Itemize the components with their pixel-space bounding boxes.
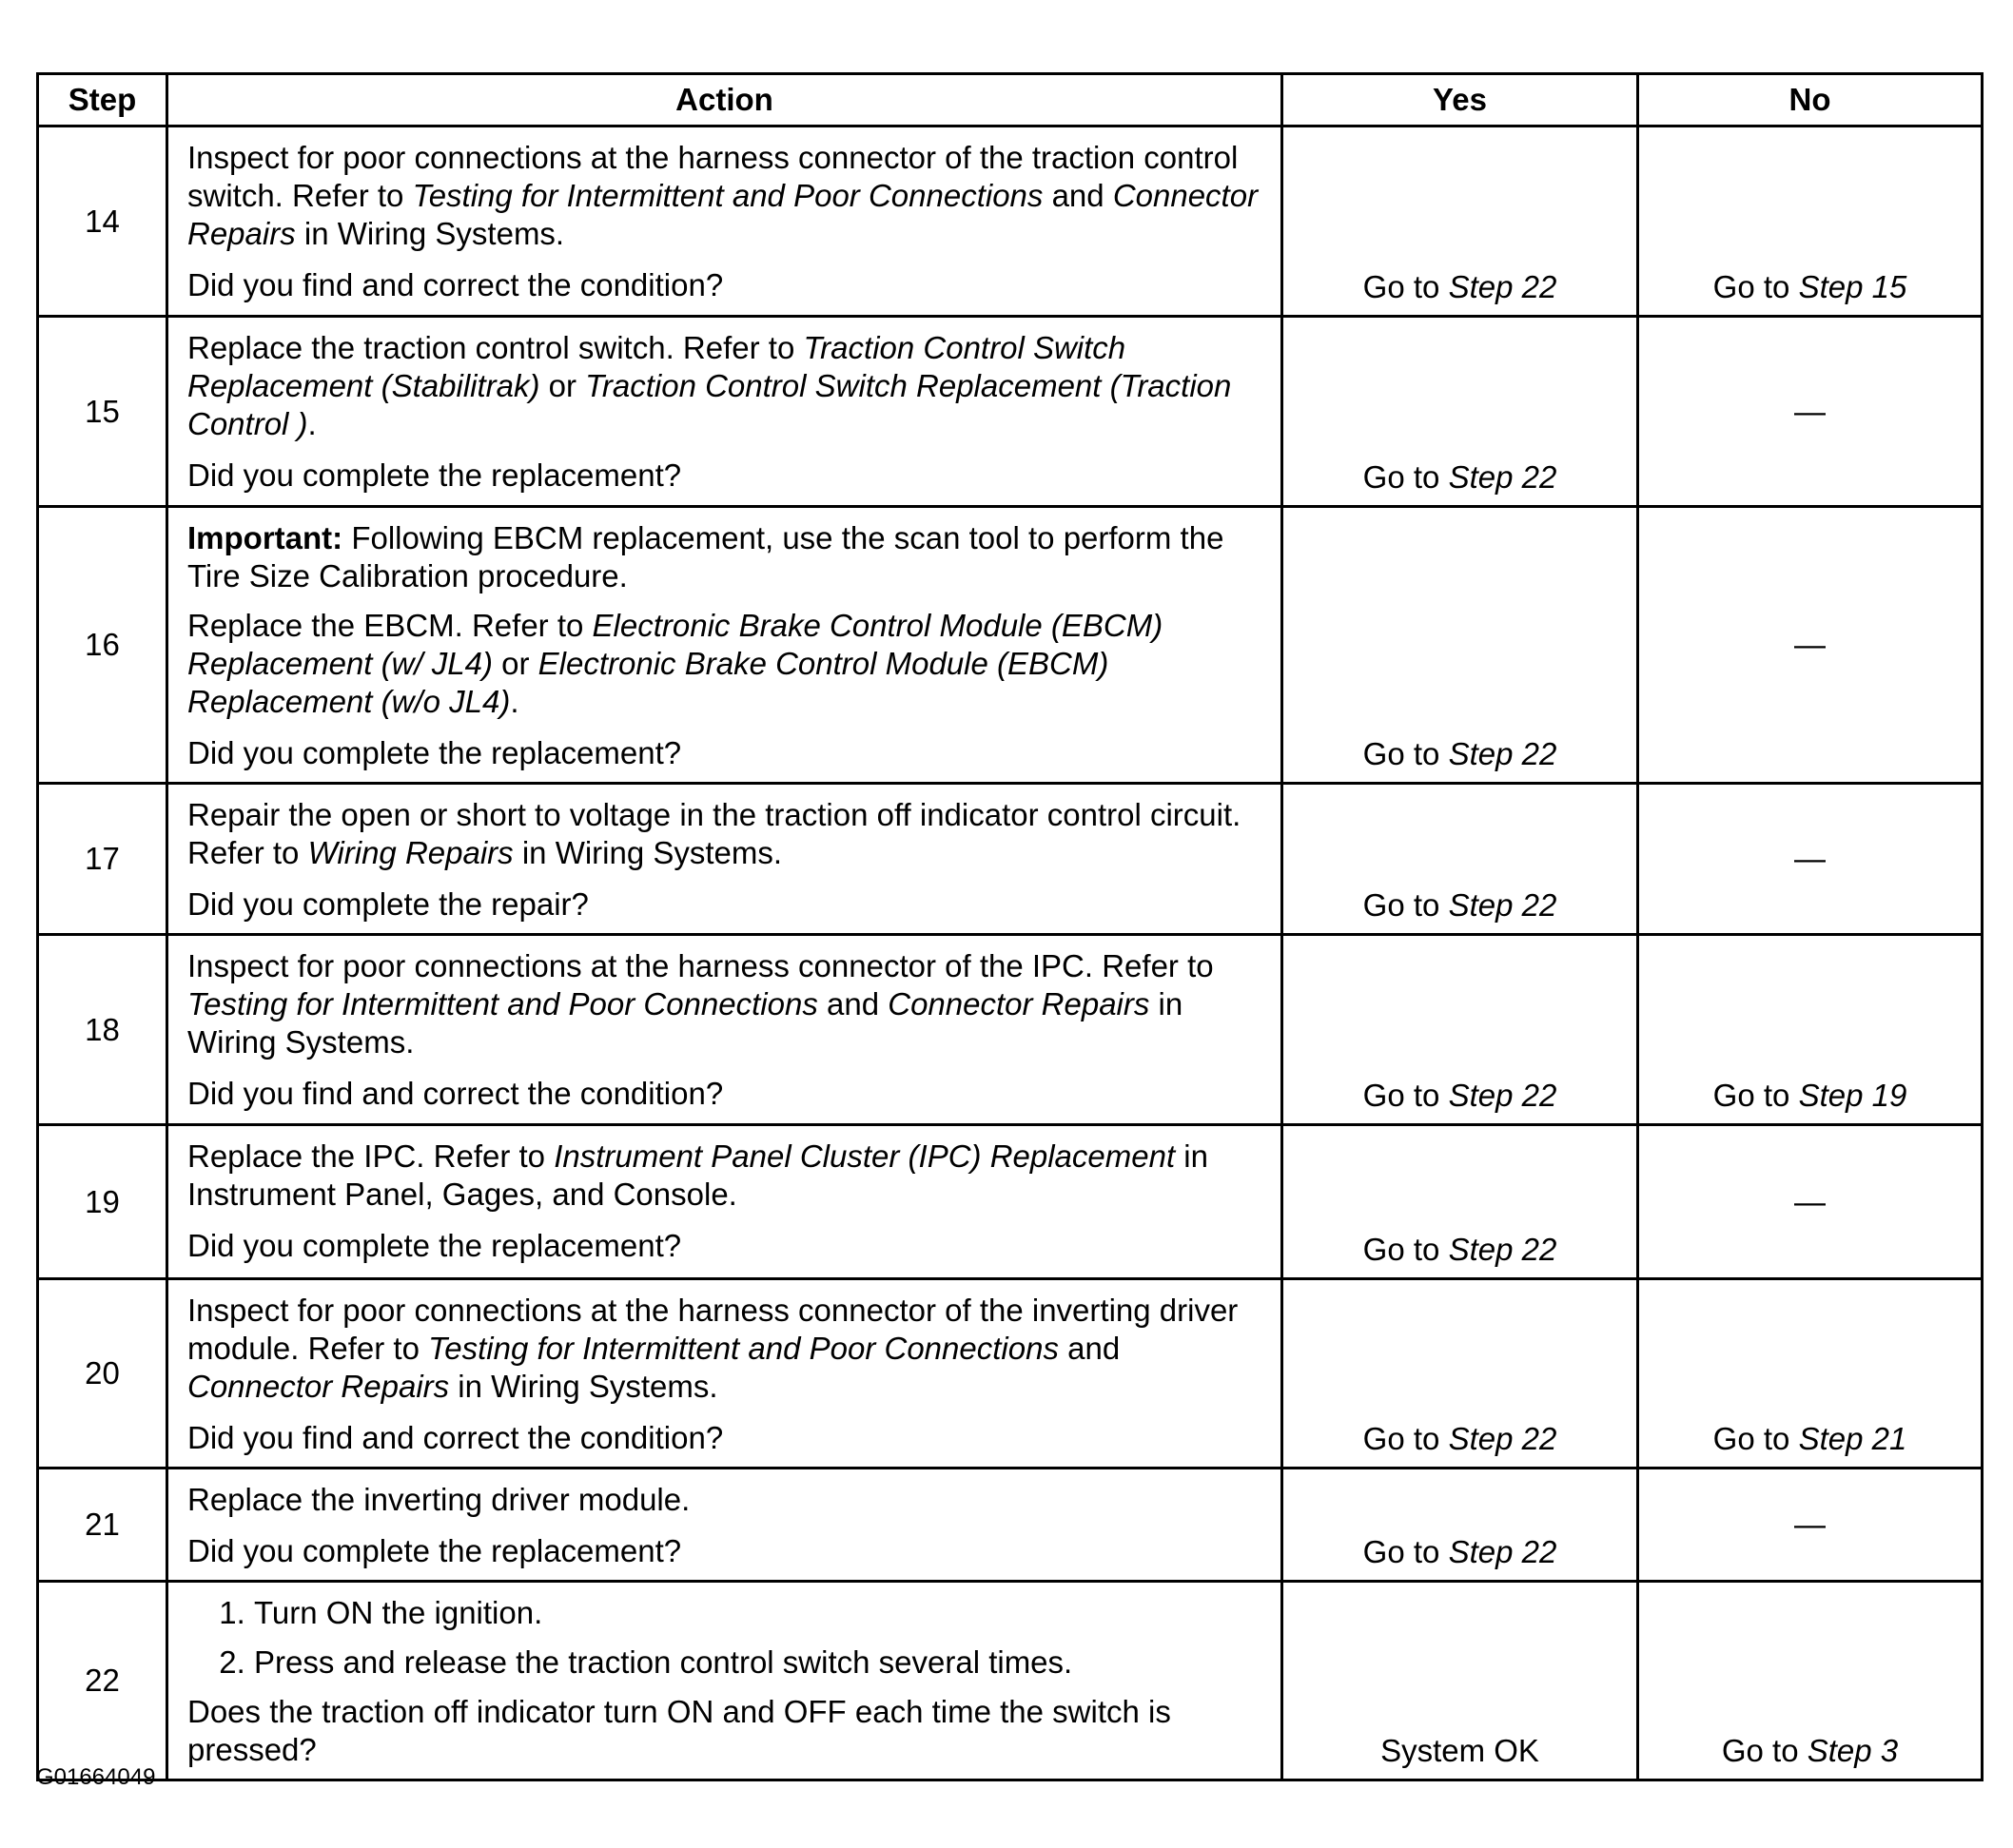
no-cell bbox=[1638, 1125, 1983, 1279]
action-cell bbox=[167, 126, 1282, 317]
table-row bbox=[38, 1279, 1983, 1469]
table-row bbox=[38, 317, 1983, 507]
table-row bbox=[38, 126, 1983, 317]
yes-goto-step: Step 22 bbox=[1448, 736, 1557, 771]
table-row bbox=[38, 1582, 1983, 1780]
question-text: Did you complete the repair? bbox=[187, 886, 589, 922]
no-action-dash: — bbox=[1794, 627, 1826, 662]
no-cell bbox=[1638, 1469, 1983, 1582]
question-text: Did you complete the replacement? bbox=[187, 1228, 682, 1263]
reference-title: Testing for Intermittent and Poor Connections bbox=[428, 1331, 1059, 1366]
figure-id: G01664049 bbox=[36, 1764, 156, 1790]
yes-goto-step: Step 22 bbox=[1448, 269, 1557, 304]
table-row bbox=[38, 935, 1983, 1125]
action-text bbox=[187, 329, 1261, 443]
list-item: 2. Press and release the traction control switch several times. bbox=[254, 1644, 1261, 1682]
yes-goto-step: Step 22 bbox=[1448, 1421, 1557, 1456]
action-text bbox=[187, 139, 1261, 253]
reference-title: Traction Control Switch Replacement (Traction Control ) bbox=[187, 368, 1232, 441]
action-cell bbox=[167, 1469, 1282, 1582]
table-body bbox=[38, 126, 1983, 1780]
action-text-segment: and bbox=[1043, 178, 1113, 213]
action-cell bbox=[167, 1582, 1282, 1780]
action-cell bbox=[167, 507, 1282, 784]
yes-goto-prefix: Go to bbox=[1362, 1078, 1449, 1113]
yes-cell bbox=[1282, 317, 1638, 507]
no-goto-step: Step 21 bbox=[1798, 1421, 1907, 1456]
no-action-dash: — bbox=[1794, 841, 1826, 876]
reference-title: Connector Repairs bbox=[187, 1369, 450, 1404]
yes-goto-prefix: Go to bbox=[1362, 1421, 1449, 1456]
yes-goto-step: Step 22 bbox=[1448, 1232, 1557, 1267]
reference-title: Electronic Brake Control Module (EBCM) Replacement (w/ JL4) bbox=[187, 608, 1163, 681]
no-goto-prefix: Go to bbox=[1721, 1733, 1808, 1768]
action-text bbox=[187, 947, 1261, 1061]
yes-goto-step: Step 22 bbox=[1448, 1078, 1557, 1113]
action-text-segment: in Wiring Systems. bbox=[513, 835, 783, 870]
reference-title: Instrument Panel Cluster (IPC) Replacement bbox=[554, 1138, 1176, 1174]
yes-goto-prefix: Go to bbox=[1362, 1534, 1449, 1569]
important-label: Important: bbox=[187, 520, 343, 555]
procedure-list bbox=[187, 1594, 1261, 1682]
table-header-row bbox=[38, 74, 1983, 126]
yes-goto-prefix: Go to bbox=[1362, 1232, 1449, 1267]
step-number: 22 bbox=[38, 1582, 167, 1780]
action-text-segment: Replace the EBCM. Refer to bbox=[187, 608, 593, 643]
reference-title: Connector Repairs bbox=[888, 986, 1150, 1021]
header-no: No bbox=[1638, 74, 1983, 126]
action-text bbox=[187, 607, 1261, 721]
action-text-segment: or bbox=[492, 646, 538, 681]
action-text bbox=[187, 1292, 1261, 1406]
question-text: Does the traction off indicator turn ON and OFF each time the switch is pressed? bbox=[187, 1694, 1171, 1767]
question-text: Did you complete the replacement? bbox=[187, 735, 682, 770]
no-cell bbox=[1638, 507, 1983, 784]
step-number: 19 bbox=[38, 1125, 167, 1279]
no-goto-step: Step 19 bbox=[1798, 1078, 1907, 1113]
action-text-segment: Repair the open or short to voltage in the traction off indicator control circuit. Refer to bbox=[187, 797, 1241, 870]
action-cell bbox=[167, 317, 1282, 507]
no-goto-prefix: Go to bbox=[1712, 1421, 1799, 1456]
action-cell bbox=[167, 1125, 1282, 1279]
action-text-segment: or bbox=[539, 368, 586, 403]
list-item: 1. Turn ON the ignition. bbox=[254, 1594, 1261, 1632]
action-cell bbox=[167, 935, 1282, 1125]
action-text-segment: . bbox=[510, 684, 519, 719]
yes-cell bbox=[1282, 507, 1638, 784]
important-text: Following EBCM replacement, use the scan tool to perform the Tire Size Calibration procedure. bbox=[187, 520, 1224, 593]
step-number: 21 bbox=[38, 1469, 167, 1582]
no-cell bbox=[1638, 935, 1983, 1125]
no-goto-step: Step 15 bbox=[1798, 269, 1907, 304]
yes-goto-step: Step 22 bbox=[1448, 887, 1557, 923]
yes-cell bbox=[1282, 1125, 1638, 1279]
action-text-segment: Inspect for poor connections at the harness connector of the traction control switch. Refer to bbox=[187, 140, 1239, 213]
step-number: 16 bbox=[38, 507, 167, 784]
reference-title: Electronic Brake Control Module (EBCM) Replacement (w/o JL4) bbox=[187, 646, 1109, 719]
no-cell bbox=[1638, 1279, 1983, 1469]
action-text-segment: and bbox=[817, 986, 889, 1021]
yes-goto-prefix: Go to bbox=[1362, 459, 1449, 495]
yes-cell bbox=[1282, 1582, 1638, 1780]
table-row bbox=[38, 784, 1983, 935]
question-text: Did you find and correct the condition? bbox=[187, 267, 724, 302]
table-row bbox=[38, 1125, 1983, 1279]
yes-goto-step: Step 22 bbox=[1448, 1534, 1557, 1569]
no-cell bbox=[1638, 784, 1983, 935]
no-goto-step: Step 3 bbox=[1807, 1733, 1899, 1768]
reference-title: Connector Repairs bbox=[187, 178, 1259, 251]
action-text bbox=[187, 1138, 1261, 1214]
yes-cell bbox=[1282, 1469, 1638, 1582]
question-text: Did you find and correct the condition? bbox=[187, 1076, 724, 1111]
action-text-segment: Replace the IPC. Refer to bbox=[187, 1138, 555, 1174]
action-text-segment: in Wiring Systems. bbox=[187, 986, 1183, 1060]
no-goto-prefix: Go to bbox=[1712, 269, 1799, 304]
diagnostic-table bbox=[36, 72, 1984, 1781]
reference-title: Wiring Repairs bbox=[307, 835, 514, 870]
yes-cell bbox=[1282, 784, 1638, 935]
step-number: 17 bbox=[38, 784, 167, 935]
no-action-dash: — bbox=[1794, 393, 1826, 429]
action-text-segment: Inspect for poor connections at the harness connector of the inverting driver module. Refer to bbox=[187, 1293, 1239, 1366]
table-row bbox=[38, 507, 1983, 784]
action-text-segment: Replace the traction control switch. Refer to bbox=[187, 330, 804, 365]
step-number: 15 bbox=[38, 317, 167, 507]
reference-title: Traction Control Switch Replacement (Stabilitrak) bbox=[187, 330, 1126, 403]
no-action-dash: — bbox=[1794, 1507, 1826, 1542]
header-yes: Yes bbox=[1282, 74, 1638, 126]
action-text-segment: . bbox=[307, 406, 317, 441]
no-cell bbox=[1638, 126, 1983, 317]
important-note bbox=[187, 519, 1261, 595]
yes-cell bbox=[1282, 1279, 1638, 1469]
reference-title: Testing for Intermittent and Poor Connections bbox=[412, 178, 1044, 213]
action-cell bbox=[167, 784, 1282, 935]
action-text-segment: in Instrument Panel, Gages, and Console. bbox=[187, 1138, 1208, 1212]
action-cell bbox=[167, 1279, 1282, 1469]
yes-goto-prefix: Go to bbox=[1362, 887, 1449, 923]
no-goto-prefix: Go to bbox=[1712, 1078, 1799, 1113]
action-text-segment: and bbox=[1058, 1331, 1121, 1366]
step-number: 18 bbox=[38, 935, 167, 1125]
action-text-segment: in Wiring Systems. bbox=[295, 216, 565, 251]
yes-goto-prefix: Go to bbox=[1362, 736, 1449, 771]
step-number: 20 bbox=[38, 1279, 167, 1469]
header-step: Step bbox=[38, 74, 167, 126]
action-text-segment: in Wiring Systems. bbox=[449, 1369, 718, 1404]
action-text-segment: Replace the inverting driver module. bbox=[187, 1482, 691, 1517]
header-action: Action bbox=[167, 74, 1282, 126]
no-action-dash: — bbox=[1794, 1183, 1826, 1219]
yes-cell bbox=[1282, 126, 1638, 317]
no-cell bbox=[1638, 317, 1983, 507]
table-row bbox=[38, 1469, 1983, 1582]
question-text: Did you complete the replacement? bbox=[187, 457, 682, 493]
no-cell bbox=[1638, 1582, 1983, 1780]
action-text bbox=[187, 796, 1261, 872]
diagnostic-table-container bbox=[36, 72, 1981, 1781]
yes-result: System OK bbox=[1380, 1733, 1539, 1768]
yes-goto-prefix: Go to bbox=[1362, 269, 1449, 304]
yes-cell bbox=[1282, 935, 1638, 1125]
action-text-segment: Inspect for poor connections at the harness connector of the IPC. Refer to bbox=[187, 948, 1214, 983]
reference-title: Testing for Intermittent and Poor Connections bbox=[187, 986, 818, 1021]
yes-goto-step: Step 22 bbox=[1448, 459, 1557, 495]
action-text bbox=[187, 1481, 1261, 1519]
question-text: Did you complete the replacement? bbox=[187, 1533, 682, 1568]
step-number: 14 bbox=[38, 126, 167, 317]
question-text: Did you find and correct the condition? bbox=[187, 1420, 724, 1455]
